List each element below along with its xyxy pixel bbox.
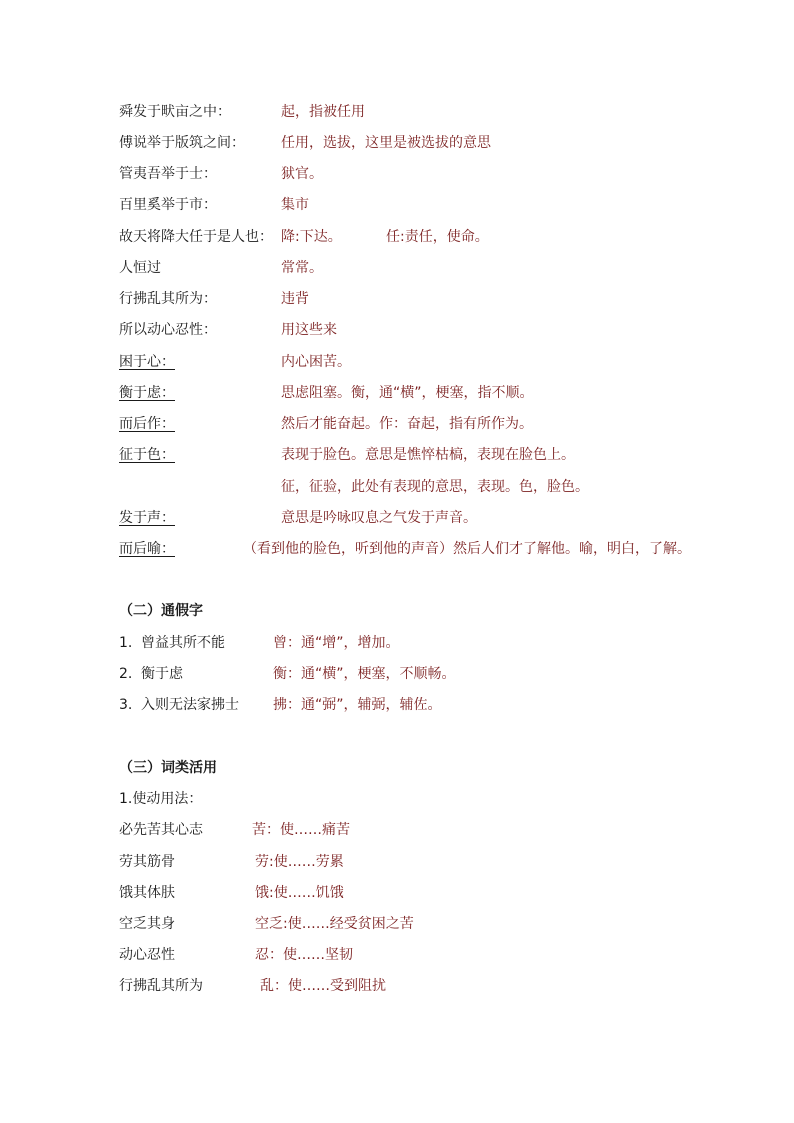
vocab-definition: 起，指被任用 — [281, 104, 365, 120]
list-number: 3. — [119, 697, 133, 713]
list-note: 拂：通“弼”，辅弼，辅佐。 — [273, 697, 442, 713]
vocab-definition: 常常。 — [281, 260, 323, 276]
list-note: 空乏:使……经受贫困之苦 — [255, 916, 414, 932]
vocab-term: 征于色： — [119, 447, 175, 463]
list-note: 曾：通“增”，增加。 — [273, 635, 400, 651]
vocab-definition: 违背 — [281, 291, 309, 307]
vocab-term: 人恒过 — [119, 260, 161, 276]
vocab-term: 而后作： — [119, 416, 175, 432]
vocab-definition: 任用，选拔，这里是被选拔的意思 — [281, 135, 491, 151]
list-phrase: 入则无法家拂士 — [141, 697, 239, 713]
list-note: 饿:使……饥饿 — [255, 885, 344, 901]
vocab-term: 发于声： — [119, 510, 175, 526]
list-number: 1. — [119, 635, 133, 651]
list-number: 2. — [119, 666, 133, 682]
vocab-definition: 表现于脸色。意思是憔悴枯槁，表现在脸色上。 — [281, 447, 575, 463]
list-phrase: 动心忍性 — [119, 947, 175, 963]
vocab-definition: 用这些来 — [281, 322, 337, 338]
vocab-term: 百里奚举于市： — [119, 197, 217, 213]
vocab-definition: 思虑阻塞。衡，通“横”，梗塞，指不顺。 — [281, 385, 534, 401]
list-note: 劳:使……劳累 — [255, 854, 344, 870]
vocab-term: 而后喻： — [119, 541, 175, 557]
subheading-causative: 1.使动用法： — [119, 791, 203, 807]
list-phrase: 行拂乱其所为 — [119, 978, 203, 994]
vocab-definition: 内心困苦。 — [281, 354, 351, 370]
vocab-term: 困于心： — [119, 354, 175, 370]
list-note: 忍：使……坚韧 — [255, 947, 353, 963]
vocab-term: 舜发于畎亩之中： — [119, 104, 231, 120]
vocab-term: 故天将降大任于是人也： — [119, 229, 273, 245]
vocab-definition-secondary: 任:责任，使命。 — [386, 229, 489, 245]
list-phrase: 饿其体肤 — [119, 885, 175, 901]
vocab-term: 所以动心忍性： — [119, 322, 217, 338]
vocab-definition: 降:下达。 — [281, 229, 342, 245]
section-heading-cileihuoyong: （三）词类活用 — [119, 760, 217, 776]
vocab-definition: 集市 — [281, 197, 309, 213]
vocab-definition: （看到他的脸色，听到他的声音）然后人们才了解他。喻，明白，了解。 — [243, 541, 691, 557]
list-note: 衡：通“横”，梗塞，不顺畅。 — [273, 666, 456, 682]
vocab-term: 行拂乱其所为： — [119, 291, 217, 307]
vocab-definition: 然后才能奋起。作：奋起，指有所作为。 — [281, 416, 533, 432]
vocab-term: 管夷吾举于士： — [119, 166, 217, 182]
list-note: 苦：使……痛苦 — [252, 822, 350, 838]
list-phrase: 劳其筋骨 — [119, 854, 175, 870]
vocab-term: 傅说举于版筑之间： — [119, 135, 245, 151]
vocab-definition: 狱官。 — [281, 166, 323, 182]
list-phrase: 曾益其所不能 — [141, 635, 225, 651]
section-heading-tongjiazi: （二）通假字 — [119, 603, 203, 619]
list-phrase: 衡于虑 — [141, 666, 183, 682]
vocab-definition-continued: 征，征验，此处有表现的意思，表现。色，脸色。 — [281, 479, 589, 495]
vocab-definition: 意思是吟咏叹息之气发于声音。 — [281, 510, 477, 526]
list-phrase: 空乏其身 — [119, 916, 175, 932]
list-note: 乱：使……受到阻扰 — [260, 978, 386, 994]
list-phrase: 必先苦其心志 — [119, 822, 203, 838]
vocab-term: 衡于虑： — [119, 385, 175, 401]
